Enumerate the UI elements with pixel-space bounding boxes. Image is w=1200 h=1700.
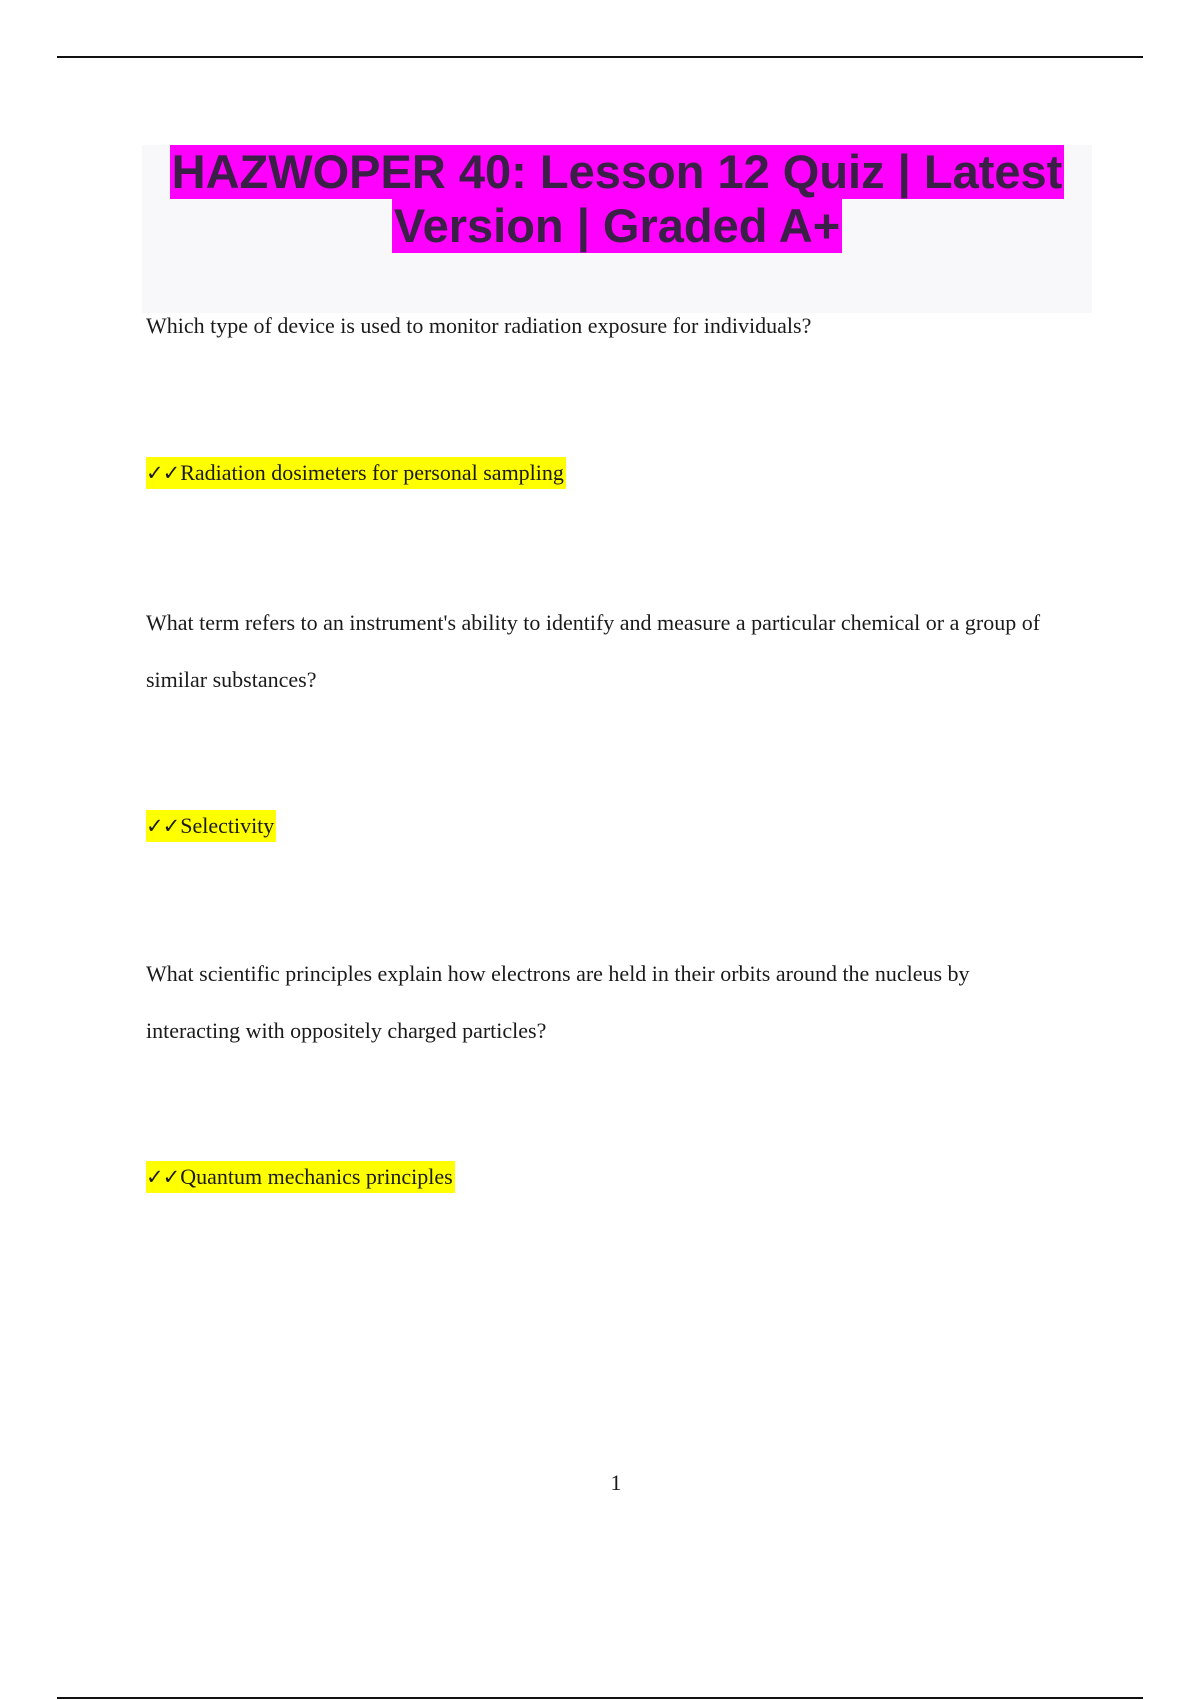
- check-icon: ✓✓: [146, 814, 180, 838]
- answer-3-text: Quantum mechanics principles: [180, 1164, 453, 1189]
- check-icon: ✓✓: [146, 1165, 180, 1189]
- document-title: [142, 145, 1092, 313]
- page-number: 1: [610, 1470, 622, 1495]
- question-2: What term refers to an instrument's ability to identify and measure a particular chemical or a group of similar substances?: [146, 610, 1041, 692]
- answer-2: [146, 810, 276, 842]
- answer-2-text: Selectivity: [180, 813, 275, 838]
- answer-1-text: Radiation dosimeters for personal sampling: [180, 460, 564, 485]
- check-icon: ✓✓: [146, 461, 180, 485]
- question-3: What scientific principles explain how electrons are held in their orbits around the nucleus by interacting with oppositely charged particles?: [146, 961, 970, 1043]
- question-1: Which type of device is used to monitor radiation exposure for individuals?: [146, 313, 812, 338]
- title-line-1: HAZWOPER 40: Lesson 12 Quiz | Latest: [171, 145, 1063, 198]
- bottom-rule: [57, 1697, 1143, 1699]
- top-rule: [57, 56, 1143, 58]
- answer-3: [146, 1161, 455, 1193]
- title-line-2: Version | Graded A+: [393, 199, 841, 252]
- answer-1: [146, 457, 566, 489]
